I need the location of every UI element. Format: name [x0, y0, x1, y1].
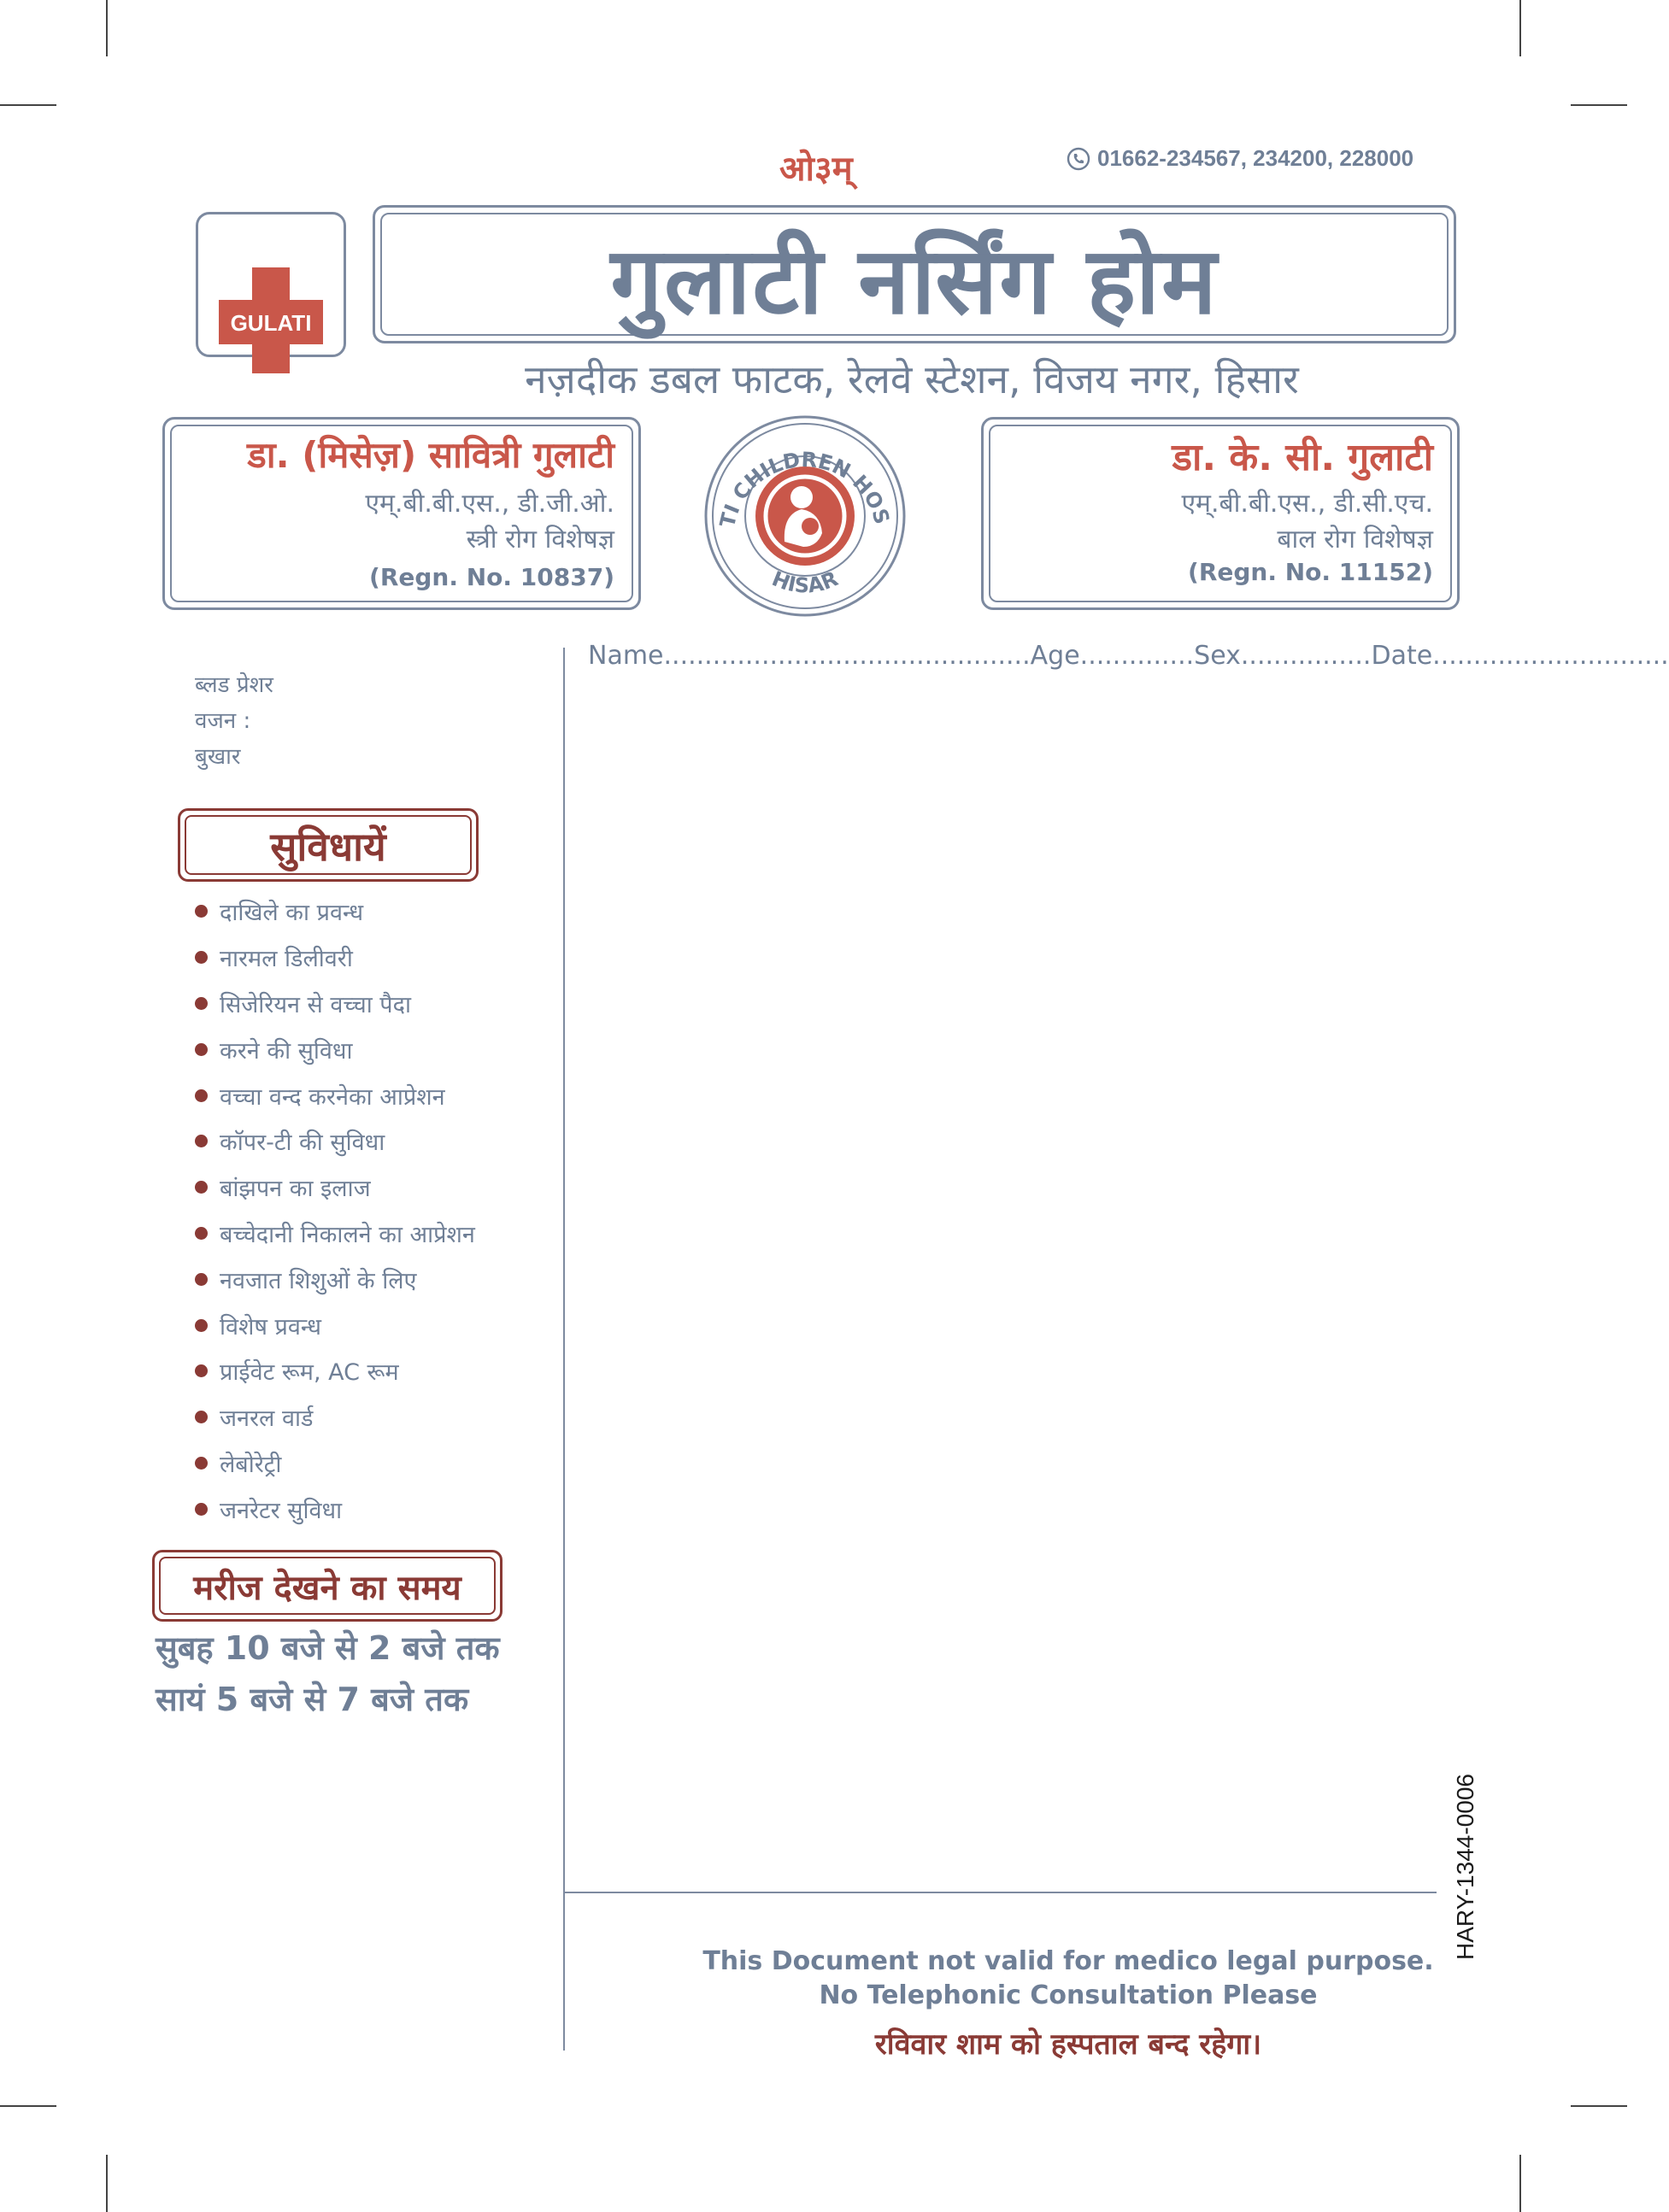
vital-bp: ब्लड प्रेशर: [195, 672, 273, 698]
om-symbol: ओ३म्: [779, 150, 853, 189]
vertical-divider: [563, 648, 565, 2051]
phone-icon: [1067, 147, 1090, 171]
crop-mark: [1571, 2105, 1627, 2107]
logo-text: GULATI: [230, 310, 312, 336]
bullet-icon: [195, 1089, 208, 1102]
doctor-name: डा. (मिसेज़) सावित्री गुलाटी: [247, 434, 614, 476]
crop-mark: [1519, 0, 1521, 56]
list-item: विशेष प्रवन्ध: [195, 1302, 475, 1348]
doctor-regn: (Regn. No. 11152): [1188, 558, 1433, 586]
list-item: कॉपर-टी की सुविधा: [195, 1118, 475, 1165]
doctor-name: डा. के. सी. गुलाटी: [1172, 436, 1433, 479]
doctor-card-left: [162, 417, 641, 610]
bullet-icon: [195, 1503, 208, 1516]
seal-top-text: TI CHILDREN HOS: [715, 447, 895, 530]
bullet-icon: [195, 951, 208, 964]
seal-bottom-text: HISAR: [768, 566, 842, 598]
crop-mark: [0, 2105, 56, 2107]
timing-morning: सुबह 10 बजे से 2 बजे तक: [156, 1629, 500, 1667]
crop-mark: [106, 0, 108, 56]
hospital-title: गुलाटी नर्सिंग होम: [610, 228, 1219, 335]
doctor-degree: एम्.बी.बी.एस., डी.जी.ओ.: [365, 489, 614, 519]
doctor-specialty: स्त्री रोग विशेषज्ञ: [466, 525, 614, 554]
facilities-list: [195, 889, 475, 1532]
vital-weight: वजन :: [195, 708, 251, 734]
doctor-specialty: बाल रोग विशेषज्ञ: [1277, 525, 1433, 554]
bullet-icon: [195, 905, 208, 918]
document-code: HARY-1344-0006: [1452, 1774, 1478, 1960]
list-item: प्राईवेट रूम, AC रूम: [195, 1348, 475, 1394]
crop-mark: [106, 2155, 108, 2212]
title-box: [373, 205, 1456, 343]
bullet-icon: [195, 1043, 208, 1056]
list-item: लेबोरेट्री: [195, 1440, 475, 1487]
bullet-icon: [195, 1273, 208, 1286]
bullet-icon: [195, 1411, 208, 1423]
timing-heading-box: [152, 1550, 502, 1622]
list-item: बांझपन का इलाज: [195, 1165, 475, 1211]
facilities-heading: सुविधायें: [270, 824, 386, 870]
doctor-card-right: [981, 417, 1460, 610]
phone-row: [1067, 145, 1413, 172]
list-item: बच्चेदानी निकालने का आप्रेशन: [195, 1211, 475, 1257]
doctor-regn: (Regn. No. 10837): [369, 563, 614, 591]
footer-note-phone: No Telephonic Consultation Please: [819, 1980, 1318, 2010]
bullet-icon: [195, 1319, 208, 1332]
list-item: जनरेटर सुविधा: [195, 1486, 475, 1532]
list-item: वच्चा वन्द करनेका आप्रेशन: [195, 1072, 475, 1118]
bullet-icon: [195, 1181, 208, 1194]
crop-mark: [1571, 104, 1627, 106]
patient-details-line[interactable]: Name.............................................Age..............Sex................Date.............................: [588, 641, 1669, 671]
bullet-icon: [195, 1135, 208, 1147]
footer-note-legal: This Document not valid for medico legal purpose.: [702, 1946, 1434, 1976]
logo: [196, 212, 346, 357]
timing-heading: मरीज देखने का समय: [193, 1569, 461, 1608]
bullet-icon: [195, 1457, 208, 1470]
bullet-icon: [195, 1364, 208, 1377]
svg-text:HISAR: [768, 566, 841, 597]
facilities-heading-box: [178, 808, 479, 882]
hospital-seal: [702, 414, 908, 619]
list-item: नारमल डिलीवरी: [195, 935, 475, 981]
doctor-degree: एम्.बी.बी.एस., डी.सी.एच.: [1181, 489, 1433, 519]
list-item: नवजात शिशुओं के लिए: [195, 1256, 475, 1302]
list-item: दाखिले का प्रवन्ध: [195, 889, 475, 935]
bullet-icon: [195, 1227, 208, 1240]
phone-numbers: 01662-234567, 234200, 228000: [1097, 145, 1414, 171]
list-item: सिजेरियन से वच्चा पैदा: [195, 981, 475, 1027]
horizontal-divider: [563, 1892, 1437, 1893]
timing-evening: सायं 5 बजे से 7 बजे तक: [156, 1681, 469, 1718]
list-item: करने की सुविधा: [195, 1026, 475, 1072]
vital-fever: बुखार: [195, 744, 241, 770]
list-item: जनरल वार्ड: [195, 1394, 475, 1440]
bullet-icon: [195, 997, 208, 1010]
crop-mark: [1519, 2155, 1521, 2212]
hospital-address: नज़दीक डबल फाटक, रेलवे स्टेशन, विजय नगर, हिसार: [525, 356, 1299, 402]
crop-mark: [0, 104, 56, 106]
footer-note-sunday: रविवार शाम को हस्पताल बन्द रहेगा।: [874, 2027, 1262, 2062]
